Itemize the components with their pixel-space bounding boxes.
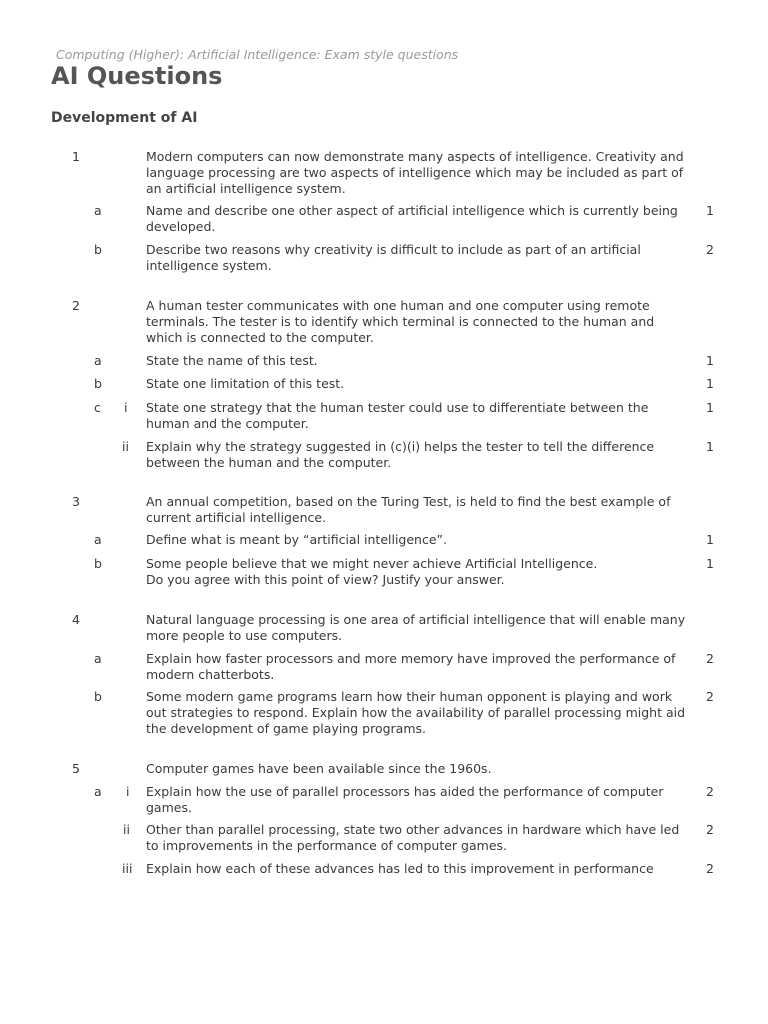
part-label: a: [94, 353, 102, 368]
question-number: 2: [72, 298, 80, 313]
part-text: State one limitation of this test.: [146, 376, 345, 391]
marks: 1: [706, 400, 714, 415]
subpart-label: iii: [122, 861, 133, 876]
marks: 2: [706, 242, 714, 257]
question-5: [0, 761, 768, 876]
part-text: Other than parallel processing, state two other advances in hardware which have led to improvements in the performance of computer games.: [146, 822, 680, 853]
part-text: Describe two reasons why creativity is difficult to include as part of an artificial intelligence system.: [146, 242, 641, 273]
marks: 2: [706, 784, 714, 799]
marks: 2: [706, 651, 714, 666]
marks: 1: [706, 556, 714, 571]
part-text: Explain how faster processors and more memory have improved the performance of modern chatterbots.: [146, 651, 676, 682]
part-text: Some modern game programs learn how their human opponent is playing and work out strategies to respond. Explain how the availability of parallel processing might aid the development of game playing programs.: [146, 689, 686, 736]
marks: 1: [706, 439, 714, 454]
question-stem: Computer games have been available since the 1960s.: [146, 761, 492, 776]
part-text: State one strategy that the human tester could use to differentiate between the human and the computer.: [146, 400, 649, 431]
part-text: Define what is meant by “artificial intelligence”.: [146, 532, 447, 547]
question-number: 1: [72, 149, 80, 164]
marks: 2: [706, 689, 714, 704]
part-label: c: [94, 400, 101, 415]
subpart-label: i: [126, 784, 130, 799]
part-text: Explain why the strategy suggested in (c)(i) helps the tester to tell the difference between the human and the computer.: [146, 439, 655, 470]
question-stem: A human tester communicates with one human and one computer using remote terminals. The tester is to identify which terminal is connected to the human and which is connected to the computer.: [146, 298, 655, 345]
part-label: b: [94, 242, 102, 257]
document-subtitle: Computing (Higher): Artificial Intelligence: Exam style questions: [56, 47, 459, 62]
question-number: 4: [72, 612, 80, 627]
part-label: a: [94, 784, 102, 799]
subpart-label: ii: [122, 439, 129, 454]
part-text: State the name of this test.: [146, 353, 318, 368]
marks: 2: [706, 822, 714, 837]
question-stem: Modern computers can now demonstrate many aspects of intelligence. Creativity and language processing are two aspects of intelligence which may be included as part of an artificial intelligence system.: [146, 149, 684, 196]
part-text: Some people believe that we might never achieve Artificial Intelligence. Do you agree with this point of view? Justify your answer.: [146, 556, 598, 587]
subpart-label: i: [124, 400, 128, 415]
part-text: Explain how each of these advances has led to this improvement in performance: [146, 861, 654, 876]
page-title: AI Questions: [51, 62, 223, 90]
section-heading: Development of AI: [51, 110, 198, 126]
part-label: b: [94, 376, 102, 391]
marks: 2: [706, 861, 714, 876]
part-label: a: [94, 651, 102, 666]
subpart-label: ii: [123, 822, 130, 837]
part-label: a: [94, 203, 102, 218]
part-label: a: [94, 532, 102, 547]
question-number: 5: [72, 761, 80, 776]
question-stem: An annual competition, based on the Turing Test, is held to find the best example of current artificial intelligence.: [146, 494, 671, 525]
question-1: [0, 149, 768, 273]
marks: 1: [706, 532, 714, 547]
part-label: b: [94, 689, 102, 704]
question-3: [0, 494, 768, 587]
marks: 1: [706, 203, 714, 218]
question-stem: Natural language processing is one area of artificial intelligence that will enable many more people to use computers.: [146, 612, 686, 643]
question-number: 3: [72, 494, 80, 509]
marks: 1: [706, 376, 714, 391]
part-text: Name and describe one other aspect of artificial intelligence which is currently being developed.: [146, 203, 678, 234]
question-4: [0, 612, 768, 736]
part-label: b: [94, 556, 102, 571]
marks: 1: [706, 353, 714, 368]
part-text: Explain how the use of parallel processors has aided the performance of computer games.: [146, 784, 664, 815]
question-2: [0, 298, 768, 470]
